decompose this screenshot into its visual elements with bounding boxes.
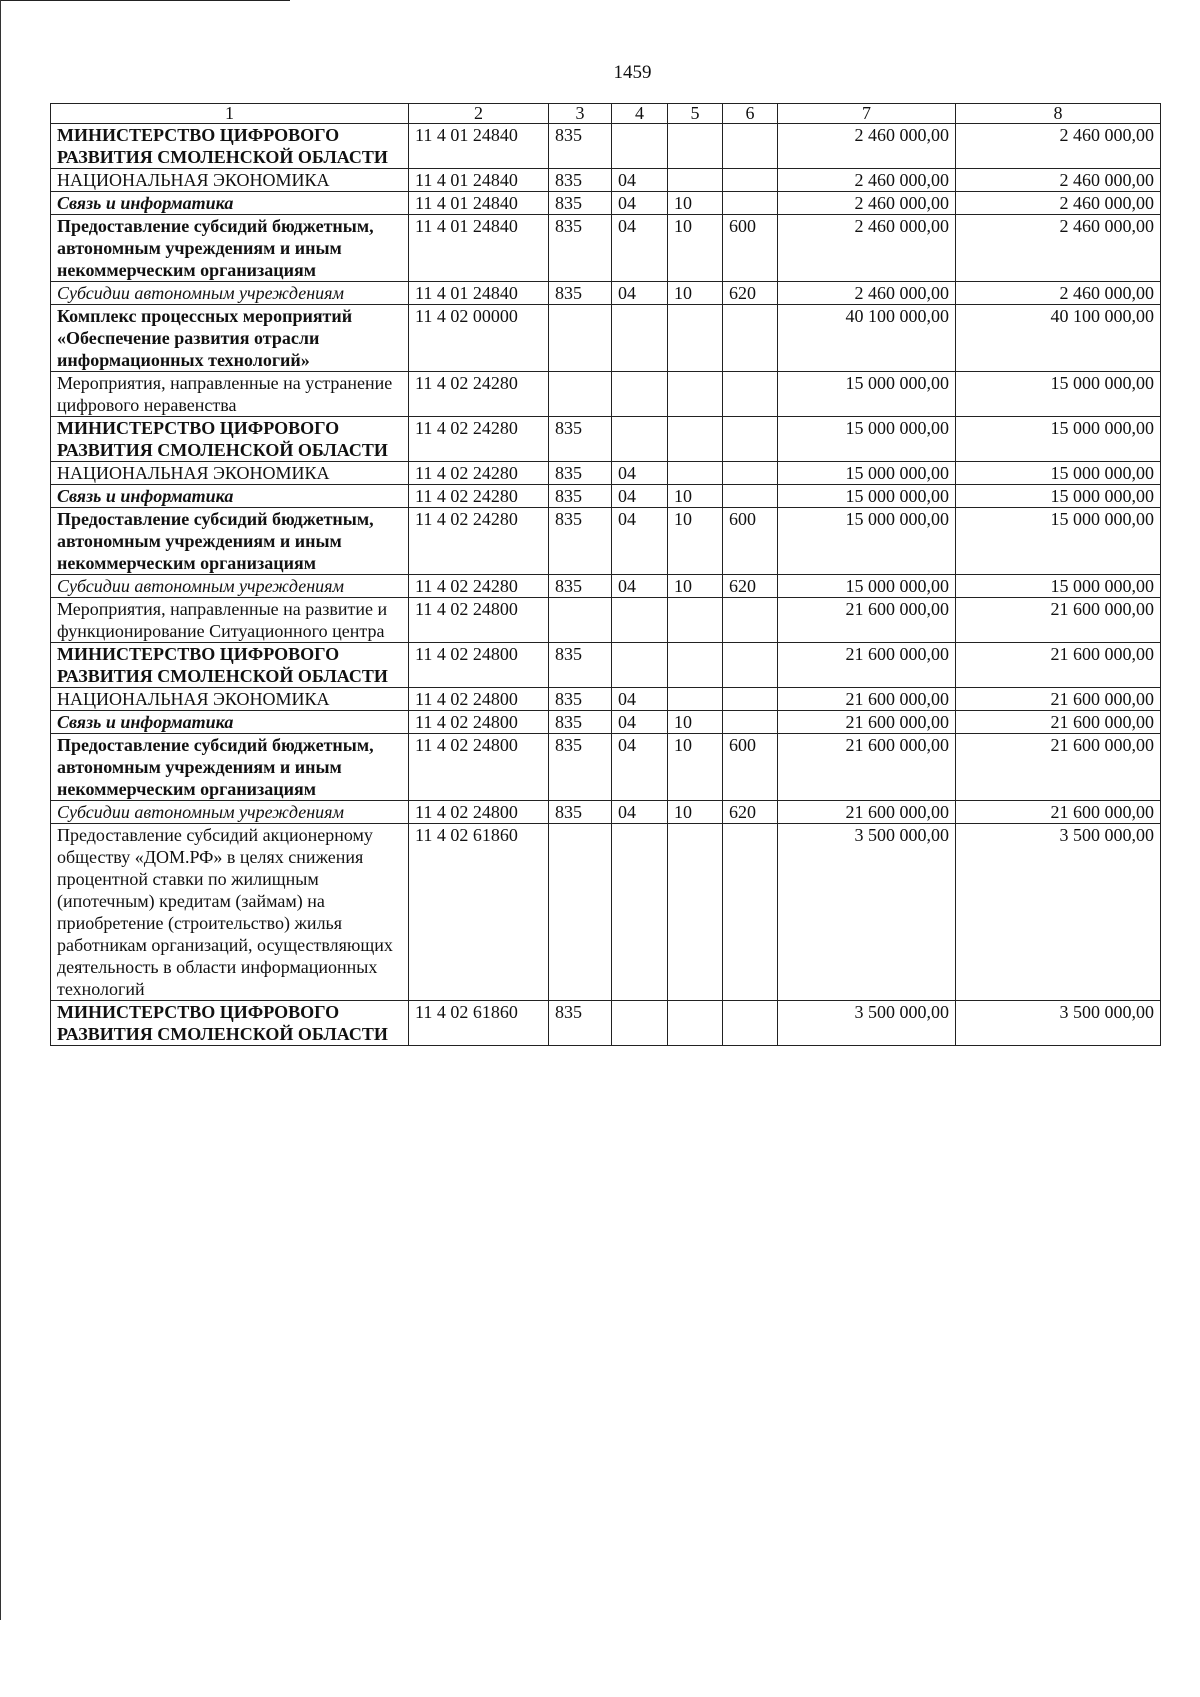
amount-year-1: 15 000 000,00 [778,462,956,485]
subsection-code: 10 [668,508,723,575]
expense-type-code [723,372,778,417]
section-code [612,305,668,372]
grbs-code [549,824,612,1001]
section-code [612,372,668,417]
subsection-code: 10 [668,282,723,305]
row-name: Субсидии автономным учреждениям [51,801,409,824]
amount-year-2: 15 000 000,00 [956,417,1161,462]
grbs-code: 835 [549,215,612,282]
grbs-code [549,305,612,372]
section-code [612,598,668,643]
subsection-code [668,643,723,688]
row-name: МИНИСТЕРСТВО ЦИФРОВОГО РАЗВИТИЯ СМОЛЕНСКОЙ ОБЛАСТИ [51,124,409,169]
budget-table [50,103,1161,1046]
expense-type-code: 600 [723,734,778,801]
expense-type-code [723,124,778,169]
amount-year-2: 15 000 000,00 [956,372,1161,417]
section-code: 04 [612,801,668,824]
amount-year-2: 15 000 000,00 [956,575,1161,598]
header-cell: 8 [956,104,1161,124]
grbs-code: 835 [549,801,612,824]
expense-type-code: 620 [723,801,778,824]
header-cell: 5 [668,104,723,124]
subsection-code [668,305,723,372]
expense-type-code: 600 [723,508,778,575]
scan-edge-top [0,0,290,1]
amount-year-1: 2 460 000,00 [778,282,956,305]
target-article-code: 11 4 01 24840 [409,169,549,192]
row-name: Мероприятия, направленные на устранение цифрового неравенства [51,372,409,417]
target-article-code: 11 4 02 24800 [409,734,549,801]
target-article-code: 11 4 02 00000 [409,305,549,372]
amount-year-2: 2 460 000,00 [956,124,1161,169]
table-row [51,485,1161,508]
header-cell: 7 [778,104,956,124]
amount-year-2: 2 460 000,00 [956,169,1161,192]
amount-year-1: 21 600 000,00 [778,734,956,801]
amount-year-2: 3 500 000,00 [956,824,1161,1001]
table-row [51,643,1161,688]
subsection-code: 10 [668,801,723,824]
section-code: 04 [612,508,668,575]
subsection-code [668,124,723,169]
expense-type-code: 620 [723,282,778,305]
row-name: НАЦИОНАЛЬНАЯ ЭКОНОМИКА [51,688,409,711]
target-article-code: 11 4 02 61860 [409,1001,549,1046]
expense-type-code [723,598,778,643]
grbs-code [549,372,612,417]
page-number: 1459 [613,62,652,83]
section-code: 04 [612,485,668,508]
target-article-code: 11 4 02 61860 [409,824,549,1001]
subsection-code: 10 [668,215,723,282]
table-row [51,801,1161,824]
table-row [51,169,1161,192]
expense-type-code [723,192,778,215]
table-row [51,824,1161,1001]
grbs-code: 835 [549,485,612,508]
section-code: 04 [612,711,668,734]
table-row [51,575,1161,598]
grbs-code: 835 [549,417,612,462]
grbs-code: 835 [549,711,612,734]
row-name: Субсидии автономным учреждениям [51,282,409,305]
scan-edge-left [0,0,1,1620]
subsection-code [668,598,723,643]
row-name: Комплекс процессных мероприятий «Обеспечение развития отрасли информационных технологий» [51,305,409,372]
expense-type-code: 620 [723,575,778,598]
amount-year-2: 21 600 000,00 [956,643,1161,688]
amount-year-1: 3 500 000,00 [778,824,956,1001]
expense-type-code [723,1001,778,1046]
amount-year-2: 15 000 000,00 [956,508,1161,575]
target-article-code: 11 4 02 24280 [409,372,549,417]
amount-year-2: 2 460 000,00 [956,192,1161,215]
amount-year-1: 15 000 000,00 [778,417,956,462]
target-article-code: 11 4 02 24800 [409,801,549,824]
subsection-code: 10 [668,485,723,508]
amount-year-1: 15 000 000,00 [778,575,956,598]
amount-year-1: 3 500 000,00 [778,1001,956,1046]
target-article-code: 11 4 02 24280 [409,417,549,462]
header-cell: 6 [723,104,778,124]
grbs-code: 835 [549,192,612,215]
target-article-code: 11 4 02 24280 [409,485,549,508]
target-article-code: 11 4 01 24840 [409,215,549,282]
section-code: 04 [612,575,668,598]
expense-type-code [723,824,778,1001]
expense-type-code [723,462,778,485]
subsection-code: 10 [668,711,723,734]
header-cell: 1 [51,104,409,124]
subsection-code [668,372,723,417]
amount-year-1: 21 600 000,00 [778,801,956,824]
row-name: МИНИСТЕРСТВО ЦИФРОВОГО РАЗВИТИЯ СМОЛЕНСКОЙ ОБЛАСТИ [51,643,409,688]
amount-year-2: 2 460 000,00 [956,215,1161,282]
table-row [51,1001,1161,1046]
amount-year-1: 21 600 000,00 [778,598,956,643]
table-row [51,508,1161,575]
amount-year-2: 2 460 000,00 [956,282,1161,305]
section-code: 04 [612,462,668,485]
expense-type-code [723,643,778,688]
grbs-code: 835 [549,282,612,305]
row-name: Предоставление субсидий бюджетным, автономным учреждениям и иным некоммерческим организациям [51,734,409,801]
amount-year-2: 21 600 000,00 [956,598,1161,643]
amount-year-2: 15 000 000,00 [956,462,1161,485]
section-code: 04 [612,734,668,801]
amount-year-1: 21 600 000,00 [778,688,956,711]
grbs-code: 835 [549,508,612,575]
subsection-code [668,462,723,485]
amount-year-1: 21 600 000,00 [778,711,956,734]
row-name: Предоставление субсидий бюджетным, автономным учреждениям и иным некоммерческим организациям [51,215,409,282]
row-name: Связь и информатика [51,711,409,734]
target-article-code: 11 4 01 24840 [409,124,549,169]
expense-type-code [723,417,778,462]
target-article-code: 11 4 01 24840 [409,282,549,305]
table-row [51,598,1161,643]
section-code [612,124,668,169]
amount-year-1: 15 000 000,00 [778,485,956,508]
section-code: 04 [612,688,668,711]
amount-year-1: 15 000 000,00 [778,372,956,417]
section-code [612,417,668,462]
row-name: Предоставление субсидий бюджетным, автономным учреждениям и иным некоммерческим организациям [51,508,409,575]
subsection-code [668,169,723,192]
table-row [51,734,1161,801]
row-name: МИНИСТЕРСТВО ЦИФРОВОГО РАЗВИТИЯ СМОЛЕНСКОЙ ОБЛАСТИ [51,417,409,462]
grbs-code: 835 [549,575,612,598]
amount-year-2: 21 600 000,00 [956,734,1161,801]
row-name: Связь и информатика [51,192,409,215]
table-row [51,215,1161,282]
row-name: Мероприятия, направленные на развитие и функционирование Ситуационного центра [51,598,409,643]
amount-year-2: 21 600 000,00 [956,711,1161,734]
grbs-code: 835 [549,1001,612,1046]
grbs-code: 835 [549,124,612,169]
target-article-code: 11 4 02 24800 [409,711,549,734]
row-name: Предоставление субсидий акционерному обществу «ДОМ.РФ» в целях снижения процентной ставки по жилищным (ипотечным) кредитам (займам) на приобретение (строительство) жилья работникам организаций, осуществляющих деятельность в области информационных технологий [51,824,409,1001]
expense-type-code [723,688,778,711]
subsection-code [668,688,723,711]
grbs-code: 835 [549,734,612,801]
expense-type-code [723,305,778,372]
row-name: НАЦИОНАЛЬНАЯ ЭКОНОМИКА [51,169,409,192]
grbs-code: 835 [549,688,612,711]
table-row [51,282,1161,305]
header-cell: 4 [612,104,668,124]
section-code: 04 [612,215,668,282]
amount-year-1: 2 460 000,00 [778,124,956,169]
expense-type-code: 600 [723,215,778,282]
amount-year-2: 21 600 000,00 [956,801,1161,824]
target-article-code: 11 4 02 24800 [409,643,549,688]
section-code: 04 [612,282,668,305]
subsection-code: 10 [668,734,723,801]
section-code [612,824,668,1001]
row-name: МИНИСТЕРСТВО ЦИФРОВОГО РАЗВИТИЯ СМОЛЕНСКОЙ ОБЛАСТИ [51,1001,409,1046]
row-name: НАЦИОНАЛЬНАЯ ЭКОНОМИКА [51,462,409,485]
target-article-code: 11 4 01 24840 [409,192,549,215]
target-article-code: 11 4 02 24800 [409,598,549,643]
grbs-code: 835 [549,169,612,192]
amount-year-2: 3 500 000,00 [956,1001,1161,1046]
amount-year-1: 40 100 000,00 [778,305,956,372]
amount-year-1: 15 000 000,00 [778,508,956,575]
row-name: Субсидии автономным учреждениям [51,575,409,598]
target-article-code: 11 4 02 24280 [409,462,549,485]
section-code [612,1001,668,1046]
header-cell: 3 [549,104,612,124]
grbs-code [549,598,612,643]
expense-type-code [723,169,778,192]
table-row [51,372,1161,417]
expense-type-code [723,711,778,734]
subsection-code [668,824,723,1001]
amount-year-1: 21 600 000,00 [778,643,956,688]
grbs-code: 835 [549,643,612,688]
amount-year-1: 2 460 000,00 [778,215,956,282]
amount-year-2: 40 100 000,00 [956,305,1161,372]
table-row [51,124,1161,169]
expense-type-code [723,485,778,508]
amount-year-1: 2 460 000,00 [778,169,956,192]
amount-year-1: 2 460 000,00 [778,192,956,215]
subsection-code: 10 [668,575,723,598]
section-code [612,643,668,688]
column-number-header [51,104,1161,124]
section-code: 04 [612,192,668,215]
header-cell: 2 [409,104,549,124]
table-row [51,462,1161,485]
amount-year-2: 15 000 000,00 [956,485,1161,508]
table-row [51,305,1161,372]
row-name: Связь и информатика [51,485,409,508]
target-article-code: 11 4 02 24280 [409,575,549,598]
section-code: 04 [612,169,668,192]
table-row [51,192,1161,215]
table-row [51,688,1161,711]
table-row [51,417,1161,462]
target-article-code: 11 4 02 24800 [409,688,549,711]
amount-year-2: 21 600 000,00 [956,688,1161,711]
table-row [51,711,1161,734]
subsection-code: 10 [668,192,723,215]
subsection-code [668,417,723,462]
target-article-code: 11 4 02 24280 [409,508,549,575]
subsection-code [668,1001,723,1046]
grbs-code: 835 [549,462,612,485]
